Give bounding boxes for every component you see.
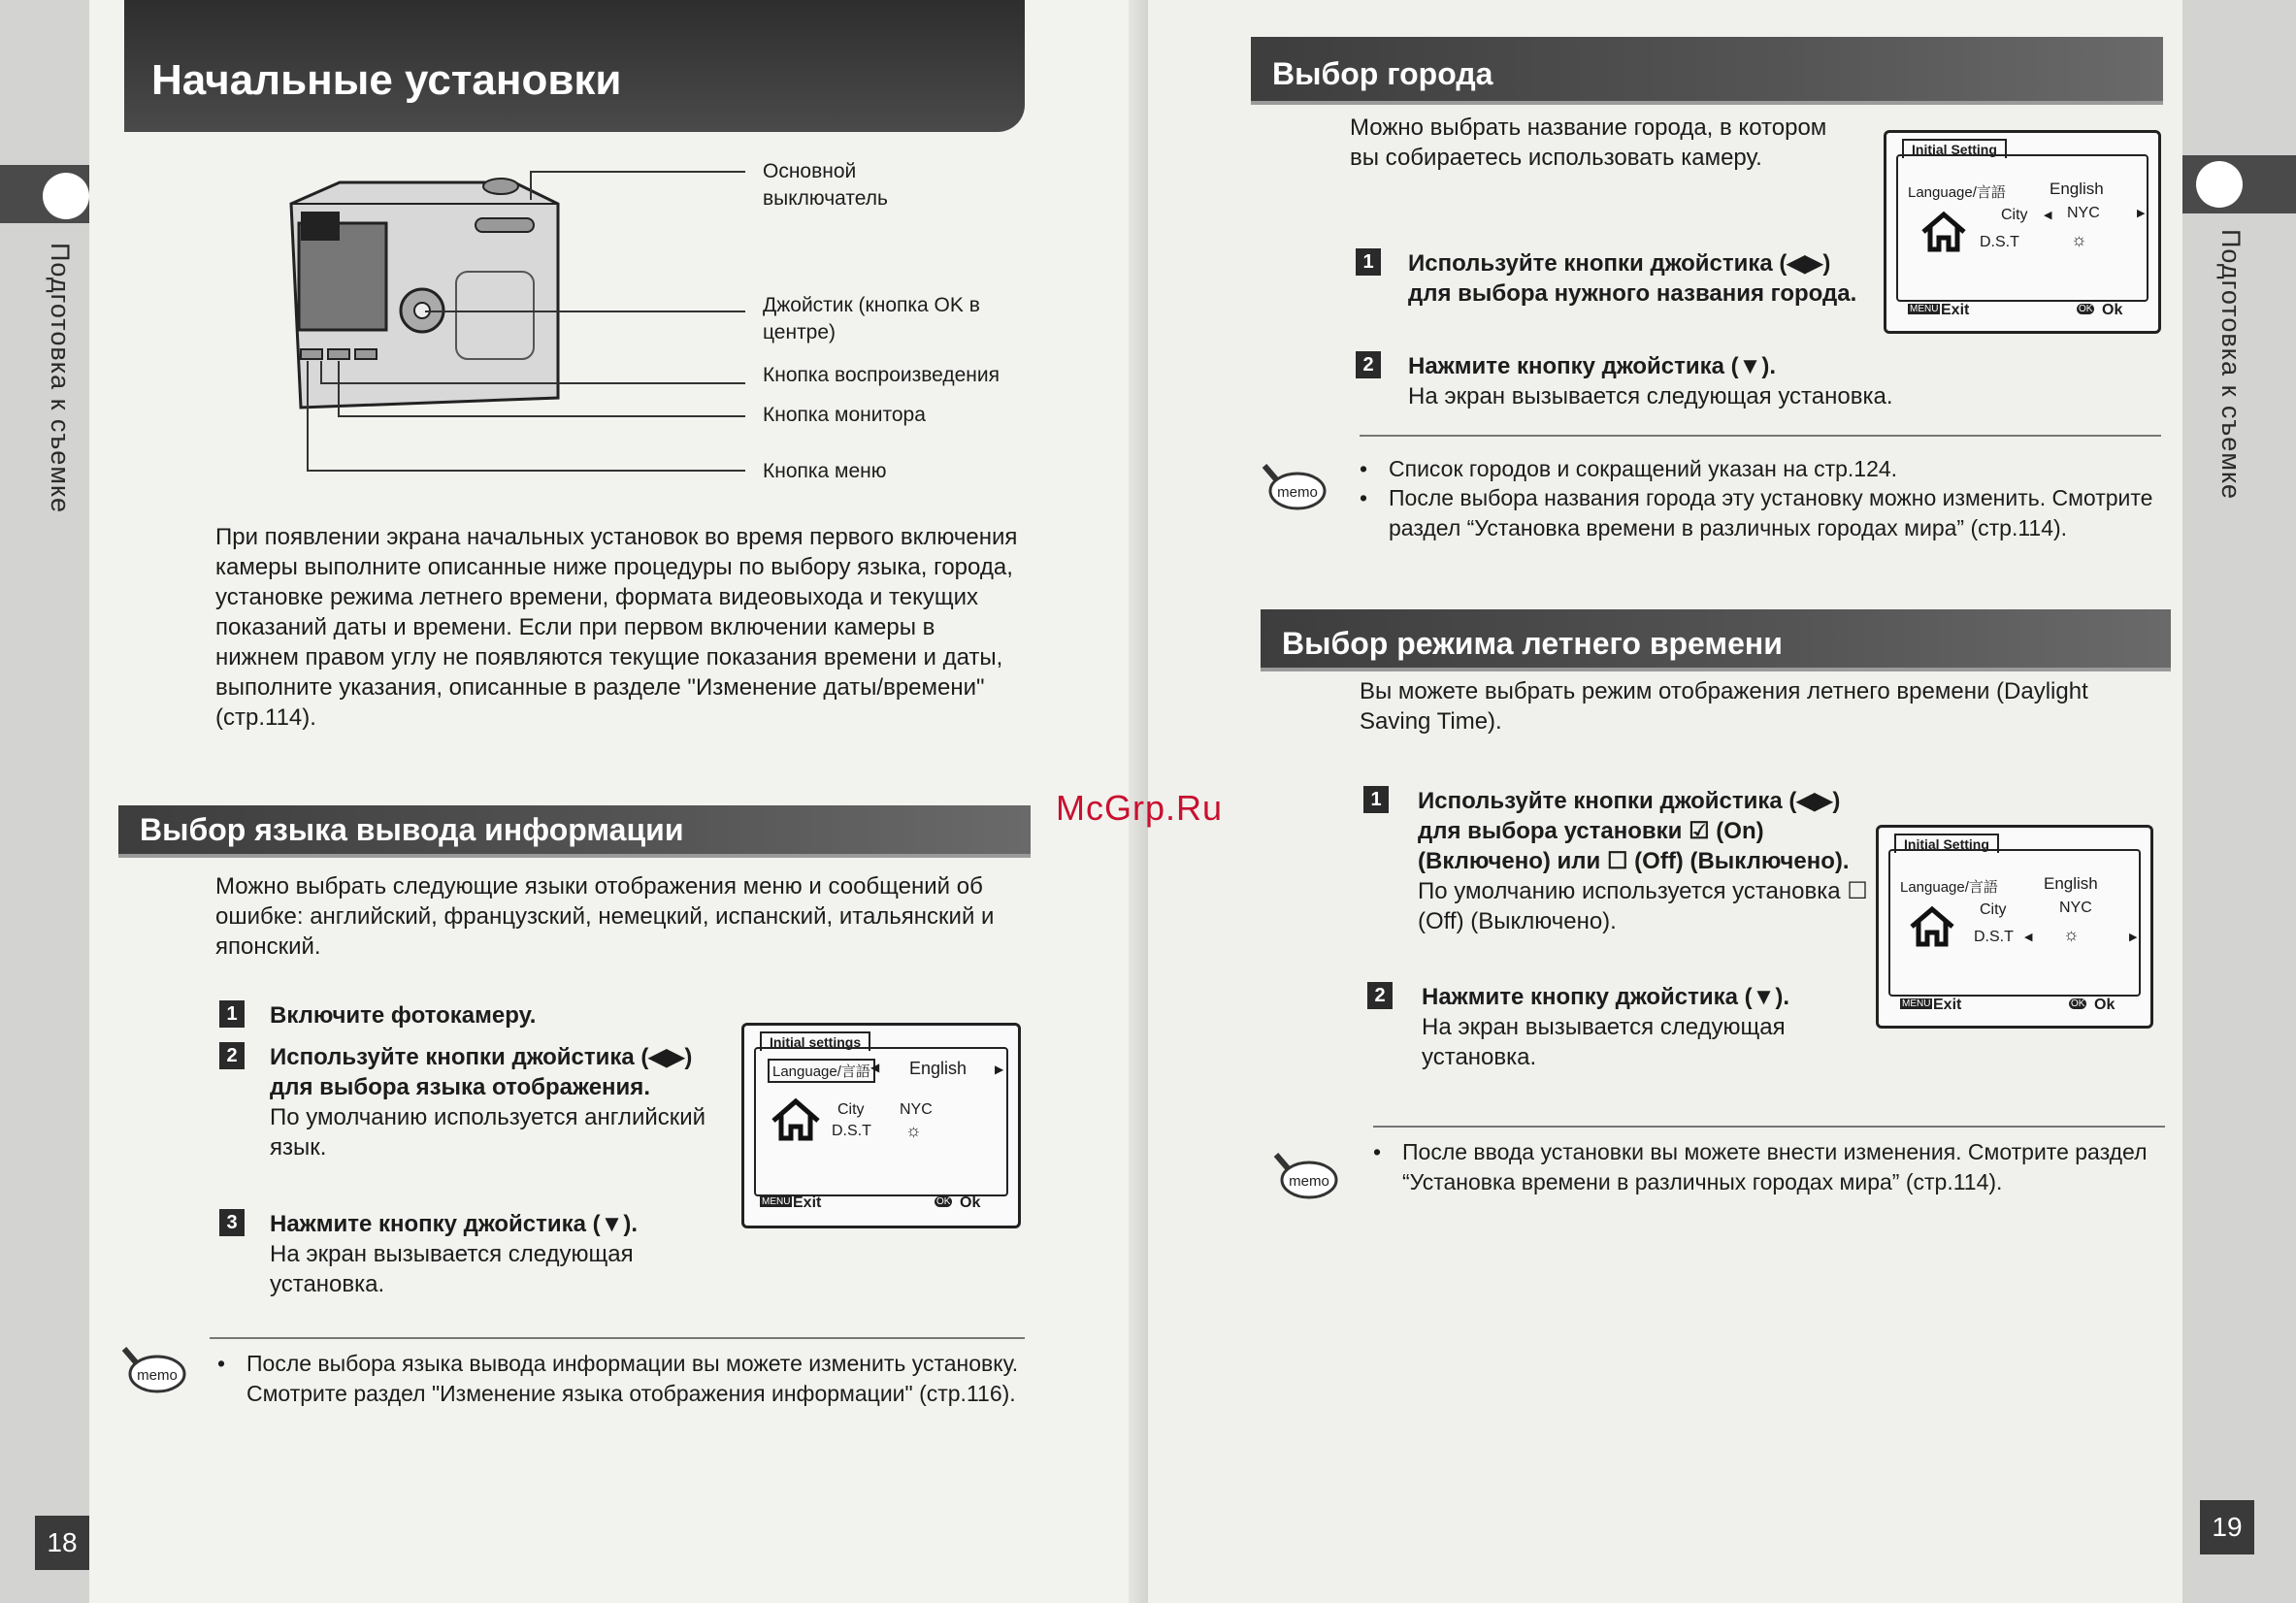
city-memo-2: • После выбора названия города эту установку можно изменить. Смотрите раздел “Установка времени в различных городах мира” (стр.114). [1389, 483, 2165, 543]
menu-button-icon: MENU [762, 1196, 791, 1207]
screen-exit-label: Exit [793, 1194, 822, 1211]
home-icon [770, 1097, 822, 1142]
city-step-number-2: 2 [1356, 351, 1381, 378]
step-3: Нажмите кнопку джойстика (▼). На экран вызывается следующая установка. [270, 1211, 639, 1297]
step-number-1: 1 [219, 1000, 245, 1028]
watermark: McGrp.Ru [1056, 788, 1224, 828]
left-side-label: Подготовка к съемке [46, 243, 75, 514]
page-title: Начальные установки [151, 56, 622, 104]
dst-memo: • После ввода установки вы можете внести изменения. Смотрите раздел “Установка времени в различных городах мира” (стр.114). [1402, 1137, 2169, 1197]
callout-power-switch: Основной выключатель [763, 160, 888, 210]
right-side-label: Подготовка к съемке [2216, 229, 2246, 501]
city-memo-1: • Список городов и сокращений указан на стр.124. [1389, 454, 2165, 484]
memo-language-note: • После выбора языка вывода информации вы можете изменить установку. Смотрите раздел "Изменение языка отображения информации" (стр.116). [246, 1349, 1023, 1409]
screen-tab-title: Initial Setting [1902, 139, 2007, 158]
screen-language-label: Language/言語 [1900, 879, 1998, 896]
left-arrow-icon: ◀ [2044, 210, 2052, 221]
step-number-3: 3 [219, 1209, 245, 1236]
home-icon [1908, 905, 1956, 948]
screen-language-value: English [909, 1059, 968, 1078]
tab-circle-icon [2196, 161, 2243, 208]
right-arrow-icon: ▶ [995, 1063, 1004, 1076]
svg-text:memo: memo [1277, 484, 1318, 501]
screen-language-value: English [2044, 874, 2098, 893]
screen-tab-title: Initial settings [760, 1031, 870, 1051]
initial-settings-screen-dst [1876, 825, 2153, 1029]
initial-settings-screen-language [741, 1023, 1021, 1228]
screen-city-value: NYC [2067, 205, 2100, 221]
callout-monitor-button: Кнопка монитора [763, 404, 926, 426]
left-page-number: 18 [35, 1516, 89, 1570]
left-arrow-icon: ◀ [870, 1061, 880, 1074]
right-arrow-icon: ▶ [2137, 208, 2146, 219]
memo-icon [118, 1343, 186, 1397]
intro-text: При появлении экрана начальных установок во время первого включения камеры выполните описанные ниже процедуры по выбору языка, города, установке режима летнего времени, формата видеовыхода и текущих показаний даты и времени. Если при первом включении камеры в нижнем правом углу не появляются текущие показания времени и даты, выполните указания, описанные в разделе "Изменение даты/времени" (стр.114). [215, 524, 1018, 731]
ok-button-icon: OK [2079, 304, 2093, 314]
screen-ok-label: Ok [960, 1194, 981, 1211]
dst-step-number-1: 1 [1363, 786, 1389, 813]
svg-text:memo: memo [137, 1367, 178, 1384]
section-heading-dst: Выбор режима летнего времени [1261, 609, 2171, 671]
callout-playback-button: Кнопка воспроизведения [763, 364, 1000, 386]
step-2: Используйте кнопки джойстика (◀▶) для выбора языка отображения. По умолчанию используется английский язык. [270, 1044, 706, 1161]
tab-circle-icon [43, 173, 89, 219]
screen-dst-label: D.S.T [1974, 929, 2014, 945]
section-heading-city: Выбор города [1251, 37, 2163, 105]
language-intro: Можно выбрать следующие языки отображения меню и сообщений об ошибке: английский, французский, немецкий, испанский, итальянский и японский. [215, 873, 995, 960]
screen-city-value: NYC [2059, 900, 2092, 916]
sun-icon: ☼ [905, 1121, 922, 1140]
screen-city-value: NYC [900, 1101, 933, 1118]
sun-icon: ☼ [2063, 925, 2080, 944]
svg-text:memo: memo [1289, 1173, 1329, 1190]
screen-exit-label: Exit [1933, 997, 1962, 1013]
screen-city-label: City [2001, 207, 2028, 223]
screen-language-label: Language/言語 [1908, 184, 2006, 201]
dst-step-1: Используйте кнопки джойстика (◀▶) для выбора установки ☑ (On) (Включено) или ☐ (Off) (Выключено). По умолчанию используется установка ☐ (Off) (Выключено). [1418, 788, 1868, 934]
ok-button-icon: OK [936, 1196, 951, 1207]
right-side-tab [2182, 0, 2296, 1603]
screen-tab-title: Initial Setting [1894, 834, 1999, 853]
memo-icon [1270, 1149, 1338, 1203]
screen-city-label: City [837, 1101, 865, 1118]
callout-menu-button: Кнопка меню [763, 460, 887, 482]
screen-exit-label: Exit [1941, 302, 1970, 318]
memo-icon [1259, 460, 1327, 514]
city-step-1: Используйте кнопки джойстика (◀▶) для выбора нужного названия города. [1408, 250, 1857, 307]
step-1: Включите фотокамеру. [270, 1002, 537, 1029]
initial-settings-screen-city [1884, 130, 2161, 334]
screen-dst-label: D.S.T [1980, 234, 2019, 250]
left-side-tab [0, 0, 89, 1603]
menu-button-icon: MENU [1910, 304, 1939, 314]
step-number-2: 2 [219, 1042, 245, 1069]
left-arrow-icon: ◀ [2024, 932, 2033, 943]
dst-intro: Вы можете выбрать режим отображения летнего времени (Daylight Saving Time). [1360, 678, 2088, 735]
screen-city-label: City [1980, 901, 2007, 918]
screen-language-value: English [2050, 180, 2104, 198]
menu-button-icon: MENU [1902, 998, 1931, 1009]
callout-joystick: Джойстик (кнопка OK в центре) [763, 294, 980, 344]
city-step-2: Нажмите кнопку джойстика (▼). На экран вызывается следующая установка. [1408, 353, 1893, 409]
sun-icon: ☼ [2071, 230, 2087, 249]
section-heading-language: Выбор языка вывода информации [118, 805, 1031, 858]
ok-button-icon: OK [2071, 998, 2085, 1009]
right-page [1148, 0, 2296, 1603]
home-icon [1919, 211, 1968, 253]
screen-dst-label: D.S.T [832, 1123, 871, 1139]
screen-language-label: Language/言語 [768, 1059, 875, 1083]
city-step-number-1: 1 [1356, 248, 1381, 276]
right-arrow-icon: ▶ [2129, 932, 2138, 943]
camera-illustration-icon [272, 165, 582, 427]
right-page-number: 19 [2200, 1500, 2254, 1554]
dst-step-2: Нажмите кнопку джойстика (▼). На экран вызывается следующая установка. [1422, 984, 1790, 1070]
city-intro: Можно выбрать название города, в котором вы собираетесь использовать камеру. [1350, 114, 1827, 171]
screen-ok-label: Ok [2102, 302, 2123, 318]
screen-ok-label: Ok [2094, 997, 2116, 1013]
dst-step-number-2: 2 [1367, 982, 1393, 1009]
